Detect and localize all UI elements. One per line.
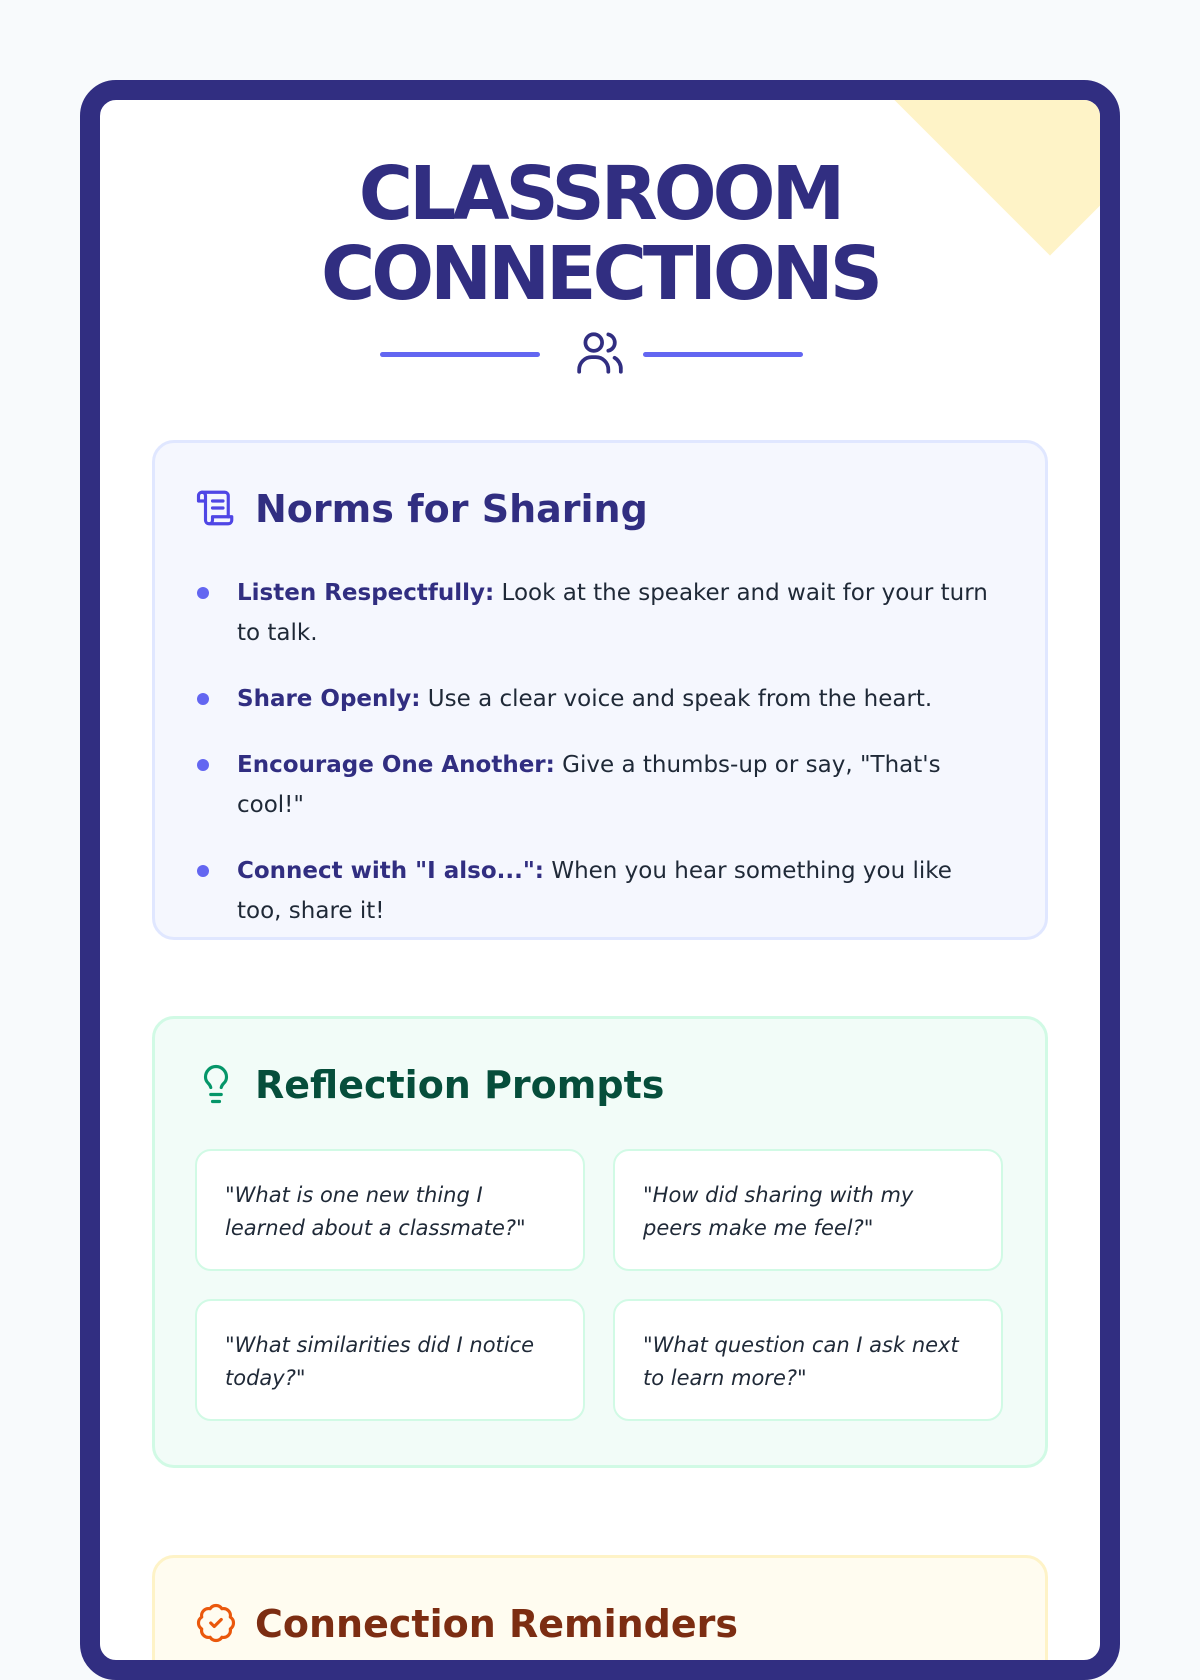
badge-icon	[195, 1602, 237, 1644]
norms-heading: Norms for Sharing	[255, 487, 648, 531]
poster-frame	[80, 80, 1120, 1680]
page-title-line-2: CONNECTIONS	[320, 231, 880, 317]
norm-label: Connect with "I also...":	[237, 858, 545, 884]
norms-card	[152, 440, 1048, 940]
bullet-dot	[197, 693, 209, 705]
prompts-heading: Reflection Prompts	[255, 1063, 665, 1107]
norms-list	[195, 573, 995, 957]
list-item	[195, 851, 995, 931]
reminders-card	[152, 1555, 1048, 1680]
prompt-card: "How did sharing with my peers make me feel?"	[613, 1149, 1003, 1271]
prompt-card: "What question can I ask next to learn more?"	[613, 1299, 1003, 1421]
reminders-heading: Connection Reminders	[255, 1602, 739, 1646]
lightbulb-icon	[195, 1063, 237, 1105]
prompt-card: "What is one new thing I learned about a classmate?"	[195, 1149, 585, 1271]
bullet-dot	[197, 759, 209, 771]
divider-line-left	[380, 352, 540, 357]
prompts-card	[152, 1016, 1048, 1468]
divider-line-right	[643, 352, 803, 357]
scroll-icon	[195, 487, 237, 529]
bullet-dot	[197, 587, 209, 599]
prompt-card: "What similarities did I notice today?"	[195, 1299, 585, 1421]
norm-label: Encourage One Another:	[237, 752, 555, 778]
norm-text: Look at the speaker and wait for your turn to talk.	[237, 580, 988, 646]
norm-text: Give a thumbs-up or say, "That's cool!"	[237, 752, 941, 818]
list-item	[195, 573, 995, 653]
users-icon	[575, 328, 625, 378]
bullet-dot	[197, 865, 209, 877]
norm-text: When you hear something you like too, share it!	[237, 858, 952, 924]
list-item	[195, 745, 995, 825]
norm-label: Listen Respectfully:	[237, 580, 495, 606]
page-title-line-1: CLASSROOM	[358, 151, 842, 237]
list-item	[195, 679, 995, 719]
norm-label: Share Openly:	[237, 686, 421, 712]
norm-text: Use a clear voice and speak from the heart.	[420, 686, 933, 712]
